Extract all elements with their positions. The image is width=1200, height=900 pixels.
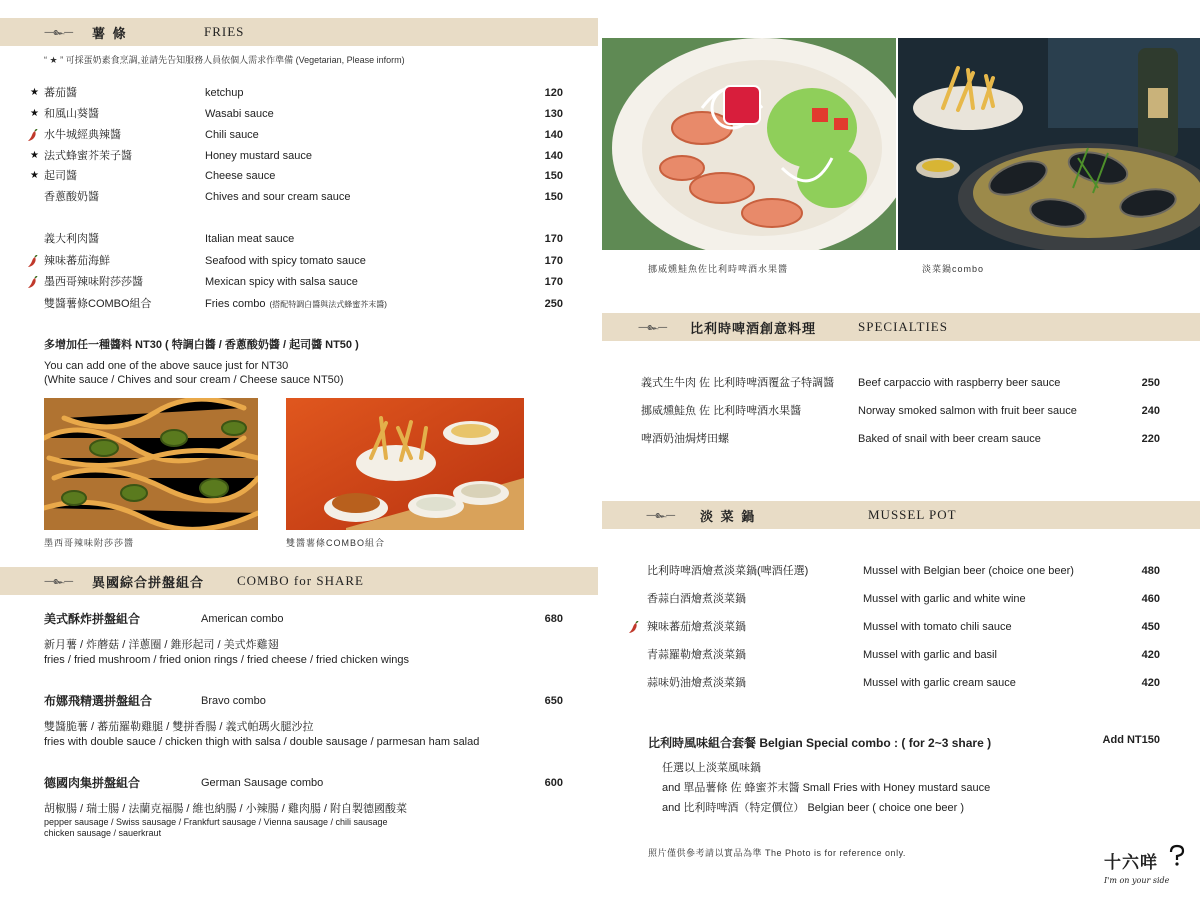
fries-item-en: Wasabi sauce: [205, 108, 274, 120]
salmon-caption: 挪威燻鮭魚佐比利時啤酒水果醬: [648, 264, 789, 274]
combo-item-desc-en: pepper sausage / Swiss sausage / Frankfurt sausage / Vienna sausage / chili sausage: [44, 817, 388, 827]
combo-title-en: COMBO for SHARE: [237, 573, 364, 588]
fries-item-en: Cheese sauce: [205, 170, 276, 182]
belgian-special-line-2: and 單品薯條 佐 蜂蜜芥末醬 Small Fries with Honey mustard sauce: [662, 782, 991, 794]
fries-item-en: Honey mustard sauce: [205, 150, 312, 162]
mussel-item-en: Mussel with garlic and white wine: [863, 593, 1026, 605]
fries-title-zh: 薯 條: [92, 25, 128, 41]
belgian-special-price: Add NT150: [1102, 734, 1160, 746]
fries-item-price: 140: [544, 129, 563, 141]
mussel-item-price: 420: [1141, 649, 1160, 661]
mussel-item-zh: 蒜味奶油燴煮淡菜鍋: [647, 677, 746, 689]
mascot-icon: [1168, 844, 1186, 866]
addon-en-2: (White sauce / Chives and sour cream / Cheese sauce NT50): [44, 374, 344, 386]
chili-icon: [27, 276, 38, 289]
fries-item-price: 150: [544, 191, 563, 203]
combo-item-desc-zh: 胡椒腸 / 瑞士腸 / 法蘭克福腸 / 維也納腸 / 小辣腸 / 雞肉腸 / 附自製德國酸菜: [44, 803, 408, 815]
specialty-item-en: Norway smoked salmon with fruit beer sauce: [858, 405, 1077, 417]
mussel-title-en: MUSSEL POT: [868, 507, 957, 522]
fries-item-zh: 墨西哥辣味附莎莎醬: [44, 276, 143, 288]
fries-item-price: 150: [544, 170, 563, 182]
addon-zh: 多增加任一種醬料 NT30 ( 特調白醬 / 香蔥酸奶醬 / 起司醬 NT50 ): [44, 339, 359, 351]
mussel-item-zh: 香蒜白酒燴煮淡菜鍋: [647, 593, 746, 605]
addon-en-1: You can add one of the above sauce just for NT30: [44, 360, 289, 372]
ornament-icon: —๛—: [646, 509, 675, 521]
vegetarian-note: “ ★ ” 可採蛋奶素食烹調,並請先告知服務人員依個人需求作準備 (Vegetarian, Please inform): [44, 55, 405, 65]
combo-item-en: German Sausage combo: [201, 777, 324, 789]
belgian-special-title: 比利時風味組合套餐 Belgian Special combo : ( for 2~3 share ): [648, 736, 992, 750]
fries-item-en: ketchup: [205, 87, 244, 99]
chili-icon: [27, 255, 38, 268]
mussel-item-price: 480: [1141, 565, 1160, 577]
fries-item-en: Fries combo (搭配特調白醬與法式蜂蜜芥末醬): [205, 298, 387, 310]
fries-item-zh: 雙醬薯條COMBO組合: [44, 298, 152, 310]
combo-item-desc-en: fries / fried mushroom / fried onion rings / fried cheese / fried chicken wings: [44, 654, 409, 666]
logo-en: I'm on your side: [1104, 876, 1170, 885]
salmon-photo: [602, 38, 896, 250]
fries-item-price: 250: [544, 298, 563, 310]
fries-item-price: 170: [544, 233, 563, 245]
photo-reference-note: 照片僅供參考請以實品為準 The Photo is for reference only.: [648, 848, 906, 858]
fries-item-zh: 起司醬: [44, 170, 77, 182]
specialty-item-price: 250: [1141, 377, 1160, 389]
specialties-title-zh: 比利時啤酒創意料理: [690, 320, 817, 336]
specialties-header: [602, 313, 1200, 341]
fries-item-zh: 辣味蕃茄海鮮: [44, 255, 110, 267]
specialties-title-en: SPECIALTIES: [858, 319, 948, 334]
fries-item-en-note: (搭配特調白醬與法式蜂蜜芥末醬): [269, 300, 387, 309]
combo-item-desc-zh: 新月薯 / 炸蘑菇 / 洋蔥圈 / 錐形起司 / 美式炸雞翅: [44, 639, 279, 651]
chili-icon: [27, 129, 38, 142]
combo-item-price: 650: [544, 695, 563, 707]
specialty-item-price: 240: [1141, 405, 1160, 417]
fries-item-price: 170: [544, 255, 563, 267]
combo-item-desc-zh: 雙醬脆薯 / 蕃茄羅勒雞腿 / 雙拼香腸 / 義式帕瑪火腿沙拉: [44, 721, 314, 733]
fries-item-en: Chili sauce: [205, 129, 259, 141]
fries-combo-caption: 雙醬薯條COMBO組合: [286, 538, 386, 548]
combo-item-zh: 德國肉集拼盤組合: [44, 776, 141, 790]
fries-item-en: Mexican spicy with salsa sauce: [205, 276, 358, 288]
vegetarian-star-icon: ★: [30, 108, 39, 119]
fries-item-zh: 香蔥酸奶醬: [44, 191, 99, 203]
restaurant-logo: [1104, 848, 1188, 888]
combo-item-en: American combo: [201, 613, 284, 625]
ornament-icon: —๛—: [44, 575, 73, 587]
mussel-item-zh: 青蒜羅勒燴煮淡菜鍋: [647, 649, 746, 661]
specialty-item-price: 220: [1141, 433, 1160, 445]
mussel-item-en: Mussel with Belgian beer (choice one beer): [863, 565, 1074, 577]
logo-zh: 十六咩: [1104, 853, 1158, 873]
fries-item-en: Chives and sour cream sauce: [205, 191, 351, 203]
fries-item-price: 120: [544, 87, 563, 99]
combo-item-price: 600: [544, 777, 563, 789]
fries-item-price: 130: [544, 108, 563, 120]
mussel-photo: [898, 38, 1200, 250]
ornament-icon: —๛—: [44, 26, 73, 38]
specialty-item-zh: 啤酒奶油焗烤田螺: [641, 433, 729, 445]
mexican-fries-caption: 墨西哥辣味附莎莎醬: [44, 538, 135, 548]
fries-combo-photo: [286, 398, 524, 530]
fries-item-price: 170: [544, 276, 563, 288]
mussel-item-price: 420: [1141, 677, 1160, 689]
mussel-item-zh: 比利時啤酒燴煮淡菜鍋(啤酒任選): [647, 565, 809, 577]
fries-item-zh: 法式蜂蜜芥茉子醬: [44, 150, 132, 162]
mussel-caption: 淡菜鍋combo: [922, 264, 985, 274]
vegetarian-star-icon: ★: [30, 170, 39, 181]
belgian-special-line-1: 任選以上淡菜風味鍋: [662, 762, 761, 774]
combo-item-zh: 布娜飛精選拼盤組合: [44, 694, 153, 708]
combo-item-zh: 美式酥炸拼盤組合: [44, 612, 141, 626]
specialty-item-zh: 挪威燻鮭魚 佐 比利時啤酒水果醬: [641, 405, 802, 417]
combo-item-en: Bravo combo: [201, 695, 266, 707]
ornament-icon: —๛—: [638, 321, 667, 333]
combo-item-desc-en-2: chicken sausage / sauerkraut: [44, 828, 162, 838]
fries-item-zh: 義大利肉醬: [44, 233, 99, 245]
fries-item-zh: 水牛城經典辣醬: [44, 129, 121, 141]
fries-item-zh: 蕃茄醬: [44, 87, 77, 99]
mussel-item-en: Mussel with garlic cream sauce: [863, 677, 1016, 689]
mussel-header: [602, 501, 1200, 529]
mussel-item-price: 450: [1141, 621, 1160, 633]
specialty-item-en: Baked of snail with beer cream sauce: [858, 433, 1041, 445]
fries-item-price: 140: [544, 150, 563, 162]
combo-header: [0, 567, 598, 595]
vegetarian-star-icon: ★: [30, 87, 39, 98]
fries-title-en: FRIES: [204, 24, 245, 39]
specialty-item-en: Beef carpaccio with raspberry beer sauce: [858, 377, 1061, 389]
mussel-item-price: 460: [1141, 593, 1160, 605]
chili-icon: [628, 621, 639, 634]
fries-item-en: Italian meat sauce: [205, 233, 295, 245]
belgian-special-line-3: and 比利時啤酒（特定價位） Belgian beer ( choice one beer ): [662, 802, 965, 814]
mussel-title-zh: 淡 菜 鍋: [700, 508, 757, 524]
mussel-item-en: Mussel with garlic and basil: [863, 649, 997, 661]
fries-header: [0, 18, 598, 46]
fries-item-en: Seafood with spicy tomato sauce: [205, 255, 366, 267]
vegetarian-star-icon: ★: [30, 150, 39, 161]
mussel-item-en: Mussel with tomato chili sauce: [863, 621, 1012, 633]
combo-item-desc-en: fries with double sauce / chicken thigh with salsa / double sausage / parmesan ham salad: [44, 736, 480, 748]
mussel-item-zh: 辣味蕃茄燴煮淡菜鍋: [647, 621, 746, 633]
combo-title-zh: 異國綜合拼盤組合: [92, 574, 205, 590]
fries-item-zh: 和風山葵醬: [44, 108, 99, 120]
mexican-fries-photo: [44, 398, 258, 530]
specialty-item-zh: 義式生牛肉 佐 比利時啤酒覆盆子特調醬: [641, 377, 835, 389]
combo-item-price: 680: [544, 613, 563, 625]
